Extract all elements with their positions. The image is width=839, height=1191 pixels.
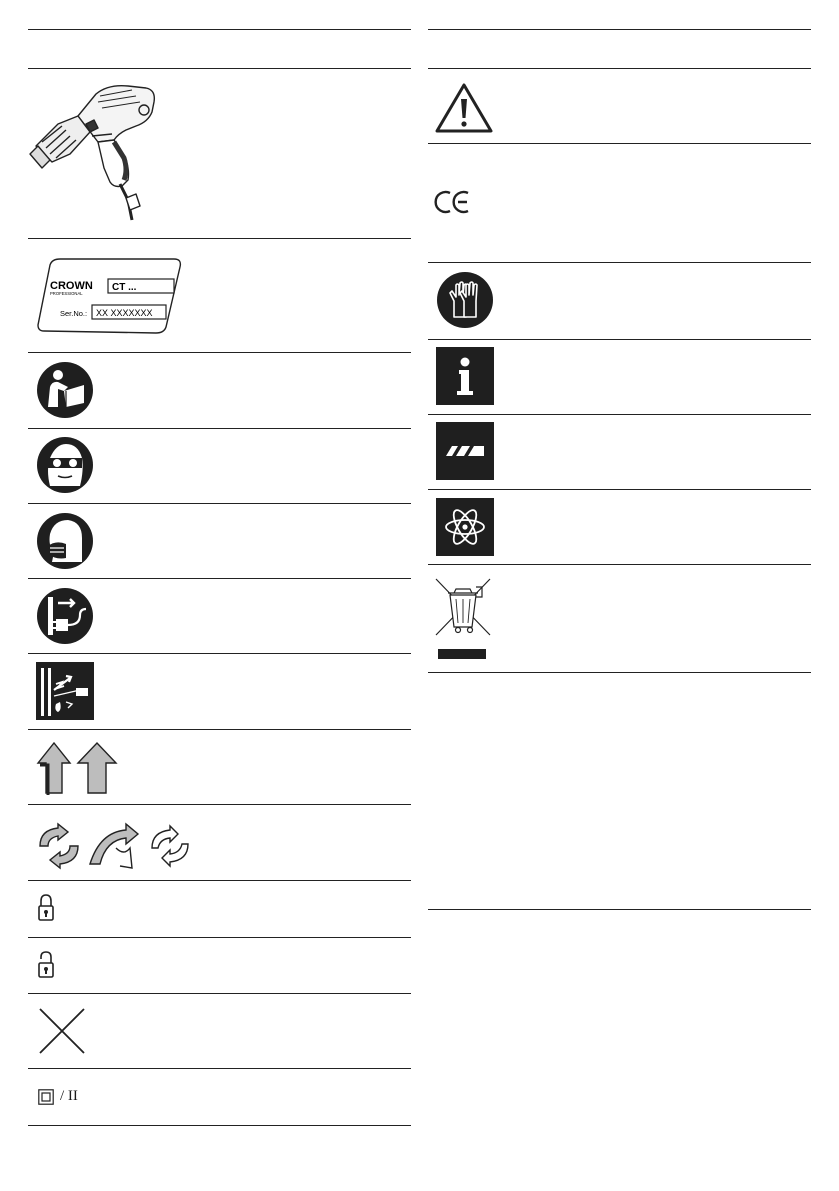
divider <box>428 262 811 263</box>
hidden-wiring-warning-icon <box>36 662 94 720</box>
rating-plate-icon <box>36 257 184 335</box>
eye-protection-icon <box>36 436 94 494</box>
double-insulation-icon <box>38 1089 54 1105</box>
arrow-up-icon <box>36 741 120 797</box>
divider <box>28 729 411 730</box>
unlock-icon <box>38 951 54 979</box>
divider <box>428 564 811 565</box>
lock-icon <box>38 894 54 922</box>
ce-mark-icon <box>434 190 472 214</box>
unplug-icon <box>36 587 94 645</box>
divider <box>28 352 411 353</box>
insulation-class-label: / II <box>60 1088 78 1104</box>
lock-symbol <box>38 894 54 922</box>
divider <box>28 503 411 504</box>
ce-mark <box>434 190 472 214</box>
divider <box>428 414 811 415</box>
divider <box>28 653 411 654</box>
divider <box>428 68 811 69</box>
divider <box>428 143 811 144</box>
serial-label: Ser.No.: <box>60 309 88 318</box>
arrow-up-symbol <box>36 741 120 797</box>
unplug-symbol <box>36 587 94 645</box>
atom-icon <box>436 498 494 556</box>
drill-icon <box>28 76 163 224</box>
unlock-symbol <box>38 951 54 979</box>
warning-triangle-icon <box>434 82 494 134</box>
read-manual-icon <box>36 361 94 419</box>
rating-plate <box>36 257 184 335</box>
eye-protection-symbol <box>36 436 94 494</box>
divider <box>28 1068 411 1069</box>
warning-symbol <box>434 82 494 134</box>
brand-subtitle: PROFESSIONAL <box>50 291 83 296</box>
gloves-symbol <box>436 271 494 329</box>
model-label: CT ... <box>112 282 137 293</box>
brand-logo: CROWN <box>50 280 93 292</box>
divider <box>428 29 811 30</box>
divider <box>28 238 411 239</box>
divider <box>28 428 411 429</box>
serial-value: XX XXXXXXX <box>96 308 153 318</box>
dust-mask-symbol <box>36 512 94 570</box>
divider <box>428 909 811 910</box>
divider <box>428 339 811 340</box>
divider <box>28 1125 411 1126</box>
divider <box>28 804 411 805</box>
double-insulation-symbol <box>38 1089 158 1109</box>
rotation-direction-icon <box>34 822 194 870</box>
dust-mask-icon <box>36 512 94 570</box>
divider <box>428 489 811 490</box>
divider <box>28 880 411 881</box>
divider <box>28 29 411 30</box>
divider <box>428 672 811 673</box>
atom-symbol <box>436 498 494 556</box>
gloves-icon <box>436 271 494 329</box>
weee-symbol <box>434 577 492 661</box>
divider <box>28 937 411 938</box>
divider <box>28 993 411 994</box>
speed-indicator-icon <box>436 422 494 480</box>
read-manual-symbol <box>36 361 94 419</box>
rotation-symbol <box>34 822 194 870</box>
speed-symbol <box>436 422 494 480</box>
divider <box>28 68 411 69</box>
divider <box>28 578 411 579</box>
prohibited-symbol <box>38 1007 86 1055</box>
drill-illustration <box>28 76 163 224</box>
prohibited-icon <box>38 1007 86 1055</box>
hidden-wiring-symbol <box>36 662 94 720</box>
info-icon <box>436 347 494 405</box>
info-symbol <box>436 347 494 405</box>
weee-bin-icon <box>434 577 492 661</box>
